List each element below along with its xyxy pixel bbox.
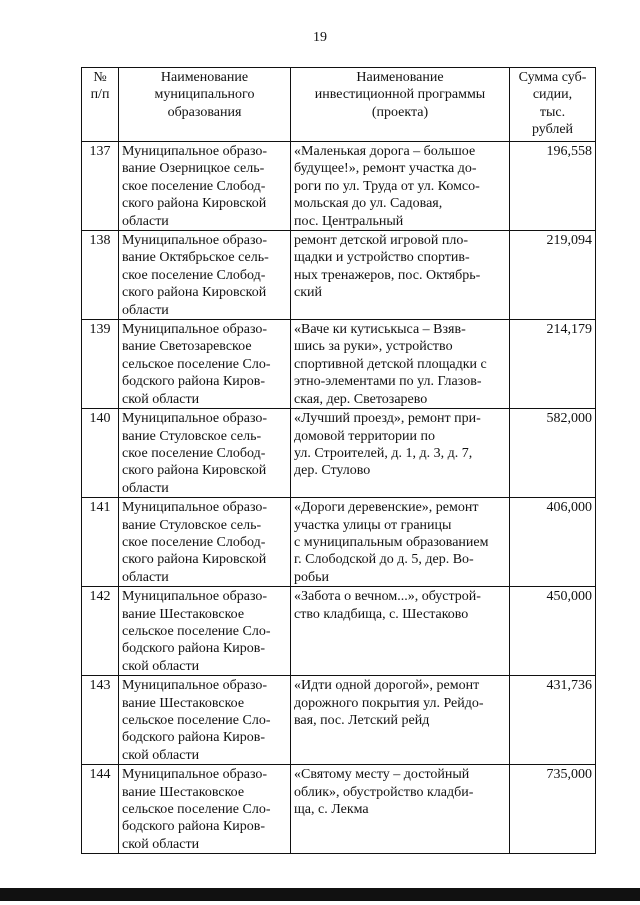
header-program: Наименование инвестиционной программы (проекта) [291,68,510,142]
header-sum: Сумма суб- сидии, тыс. рублей [510,68,596,142]
subsidy-sum-cell: 431,736 [510,676,596,765]
header-number: № п/п [82,68,119,142]
table-row [82,498,596,587]
table-row [82,765,596,854]
program-cell: «Святому месту – достойный облик», обустройство кладби- ща, с. Лекма [291,765,510,854]
table-row [82,409,596,498]
municipality-cell: Муниципальное образо- вание Стуловское сель- ское поселение Слобод- ского района Кировской области [119,498,291,587]
row-number-cell: 143 [82,676,119,765]
municipality-cell: Муниципальное образо- вание Стуловское сель- ское поселение Слобод- ского района Кировской области [119,409,291,498]
subsidy-table [81,67,596,854]
municipality-cell: Муниципальное образо- вание Шестаковское сельское поселение Сло- бодского района Киров- ской области [119,765,291,854]
table-header-row [82,68,596,142]
subsidy-sum-cell: 735,000 [510,765,596,854]
program-cell: «Маленькая дорога – большое будущее!», ремонт участка до- роги по ул. Труда от ул. Комсо- мольская до ул. Садовая, пос. Центральный [291,142,510,231]
row-number-cell: 139 [82,320,119,409]
municipality-cell: Муниципальное образо- вание Светозаревское сельское поселение Сло- бодского района Киров- ской области [119,320,291,409]
municipality-cell: Муниципальное образо- вание Озерницкое сель- ское поселение Слобод- ского района Кировской области [119,142,291,231]
table-body [82,142,596,854]
row-number-cell: 137 [82,142,119,231]
subsidy-sum-cell: 196,558 [510,142,596,231]
table-row [82,142,596,231]
municipality-cell: Муниципальное образо- вание Шестаковское сельское поселение Сло- бодского района Киров- ской области [119,676,291,765]
row-number-cell: 144 [82,765,119,854]
table-row [82,320,596,409]
subsidy-sum-cell: 582,000 [510,409,596,498]
municipality-cell: Муниципальное образо- вание Октябрьское сель- ское поселение Слобод- ского района Кировской области [119,231,291,320]
row-number-cell: 141 [82,498,119,587]
table-row [82,676,596,765]
page-number: 19 [313,30,327,45]
program-cell: ремонт детской игровой пло- щадки и устройство спортив- ных тренажеров, пос. Октябрь- ский [291,231,510,320]
subsidy-sum-cell: 450,000 [510,587,596,676]
row-number-cell: 138 [82,231,119,320]
subsidy-sum-cell: 214,179 [510,320,596,409]
program-cell: «Идти одной дорогой», ремонт дорожного покрытия ул. Рейдо- вая, пос. Летский рейд [291,676,510,765]
header-municipality: Наименование муниципального образования [119,68,291,142]
municipality-cell: Муниципальное образо- вание Шестаковское сельское поселение Сло- бодского района Киров- ской области [119,587,291,676]
program-cell: «Забота о вечном...», обустрой- ство кладбища, с. Шестаково [291,587,510,676]
table-row [82,587,596,676]
footer-bar [0,888,640,901]
row-number-cell: 142 [82,587,119,676]
program-cell: «Дороги деревенские», ремонт участка улицы от границы с муниципальным образованием г. Слободской до д. 5, дер. Во- робьи [291,498,510,587]
row-number-cell: 140 [82,409,119,498]
program-cell: «Ваче ки кутиськыса – Взяв- шись за руки», устройство спортивной детской площадки с этно-элементами по ул. Глазов- ская, дер. Светозарево [291,320,510,409]
subsidy-sum-cell: 219,094 [510,231,596,320]
table-row [82,231,596,320]
program-cell: «Лучший проезд», ремонт при- домовой территории по ул. Строителей, д. 1, д. 3, д. 7, дер. Стулово [291,409,510,498]
subsidy-sum-cell: 406,000 [510,498,596,587]
